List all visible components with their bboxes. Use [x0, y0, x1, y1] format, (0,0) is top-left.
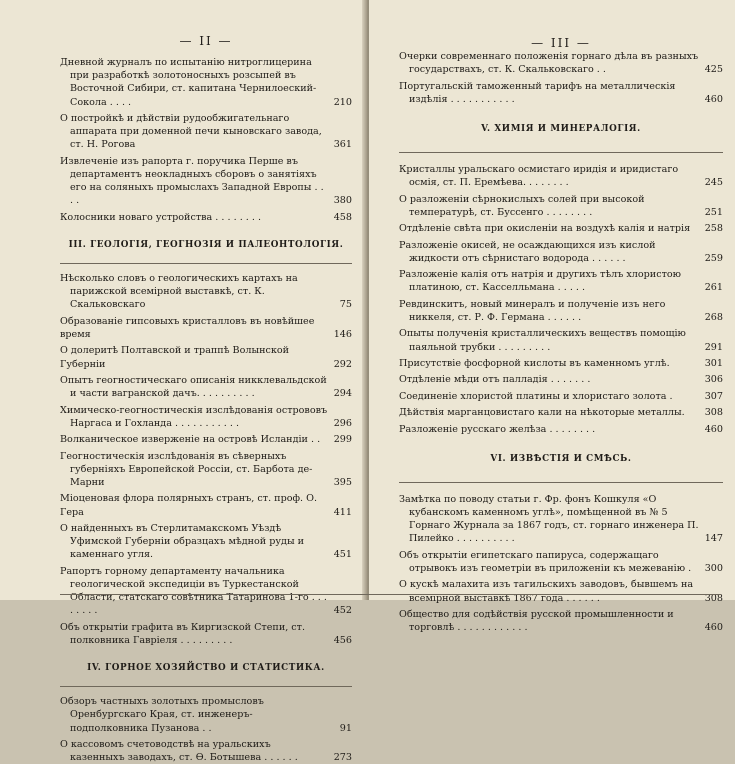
- right-entries-top: [399, 50, 723, 106]
- toc-entry: Отдѣленіе мѣди отъ палладія . . . . . . . 306: [399, 374, 723, 386]
- toc-entry: Присутствіе фосфорной кислоты въ каменномъ углѣ. 301: [399, 357, 723, 369]
- section-economy-entries: [60, 695, 352, 764]
- section-geology-entries: [60, 272, 352, 647]
- toc-entry: О кускѣ малахита изъ тагильскихъ заводовъ, бывшемъ на всемірной выставкѣ 1867 года . . . . . . 308: [399, 579, 723, 604]
- toc-entry: Опытъ геогностическаго описанія никклевальдской и части вагранской дачъ. . . . . . . . . . 294: [60, 374, 352, 400]
- toc-entry: Міоценовая флора полярныхъ странъ, ст. проф. О. Гера 411: [60, 493, 352, 518]
- section-heading-geology: III. ГЕОЛОГІЯ, ГЕОГНОЗІЯ И ПАЛЕОНТОЛОГІЯ.: [68, 240, 344, 250]
- toc-entry: Дневной журналъ по испытанію нитроглицерина при разработкѣ золотоносныхъ розсыпей въ Восточной Сибири, ст. капитана Чернилоеский-Сокола . . . . 210: [60, 57, 352, 108]
- toc-entry: Отдѣленіе свѣта при окисленіи на воздухѣ калія и натрія 258: [399, 223, 723, 235]
- toc-entry: О долеритѣ Полтавской и траппѣ Волынской Губерніи 292: [60, 345, 352, 370]
- section-rule: [60, 263, 352, 264]
- toc-entry: Геогностическія изслѣдованія въ сѣверныхъ губерніяхъ Европейской Россіи, ст. Барбота де-Марни 395: [60, 450, 352, 488]
- toc-entry: Разложеніе калія отъ натрія и другихъ тѣлъ хлористою платиною, ст. Касселльмана . . . . . 261: [399, 269, 723, 294]
- section-rule: [60, 686, 352, 687]
- toc-entry: Колосники новаго устройства . . . . . . . . 458: [60, 211, 352, 223]
- page-number-right: — III —: [531, 36, 591, 50]
- page-number-left: — II —: [179, 34, 233, 48]
- left-page: [0, 0, 366, 764]
- toc-entry: О кассовомъ счетоводствѣ на уральскихъ казенныхъ заводахъ, ст. Ѳ. Ботышева . . . . . . 273: [60, 738, 352, 764]
- toc-entry: Образованіе гипсовыхъ кристалловъ въ новѣйшее время 146: [60, 315, 352, 340]
- left-entries-top: [60, 56, 352, 224]
- toc-entry: Извлеченіе изъ рапорта г. поручика Перше въ департаментъ неокладныхъ сборовъ о занятіяхъ его на соляныхъ промыслахъ Западной Европы . . . . 380: [60, 155, 352, 207]
- section-heading-news: VI. ИЗВѢСТІЯ И СМѢСЬ.: [490, 453, 632, 464]
- toc-entry: О разложеніи сѣрнокислыхъ солей при высокой температурѣ, ст. Буссенго . . . . . . . . 251: [399, 193, 723, 218]
- toc-entry: Очерки современнаго положенія горнаго дѣла въ разныхъ государствахъ, ст. К. Скальковскаго . . 425: [399, 51, 723, 76]
- toc-entry: Волканическое изверженіе на островѣ Исландіи . . 299: [60, 434, 352, 446]
- toc-entry: Рапортъ горному департаменту начальника геологической экспедиціи въ Туркестанской Области, статскаго совѣтника Татаринова 1-го . . . . . . . . 452: [60, 565, 352, 617]
- toc-entry: Разложеніе окисей, не осаждающихся изъ кислой жидкости отъ сѣрнистаго водорода . . . . . . 259: [399, 239, 723, 264]
- section-heading-economy: IV. ГОРНОЕ ХОЗЯЙСТВО И СТАТИСТИКА.: [87, 663, 325, 674]
- section-rule: [399, 152, 723, 153]
- toc-entry: Соединеніе хлористой платины и хлористаго золота . 307: [399, 390, 723, 402]
- toc-entry: О найденныхъ въ Стерлитамакскомъ Уѣздѣ Уфимской Губерніи образцахъ мѣдной руды и каменнаго угля. 451: [60, 522, 352, 561]
- bottom-rule: [60, 594, 721, 595]
- right-page: [369, 0, 735, 634]
- toc-entry: Объ открытіи графита въ Киргизской Степи, ст. полковника Гавріеля . . . . . . . . . 456: [60, 621, 352, 646]
- toc-entry: Замѣтка по поводу статьи г. Фр. фонъ Кошкуля «О кубанскомъ каменномъ углѣ», помѣщенной въ № 5 Горнаго Журнала за 1867 годъ, ст. горнаго инженера П. Пилейко . . . . . . . . . . 147: [399, 493, 723, 545]
- toc-entry: Дѣйствія марганцовистаго кали на нѣкоторые металлы. 308: [399, 407, 723, 419]
- toc-entry: Португальскій таможенный тарифъ на металлическія издѣлія . . . . . . . . . . . 460: [399, 80, 723, 105]
- toc-entry: О постройкѣ и дѣйствіи рудообжигательнаго аппарата при доменной печи кыновскаго завода, ст. Н. Рогова 361: [60, 113, 352, 151]
- section-news-entries: [399, 493, 723, 635]
- section-chemistry-entries: [399, 163, 723, 436]
- section-heading-chemistry: V. ХИМІЯ И МИНЕРАЛОГІЯ.: [481, 124, 641, 134]
- toc-entry: Химическо-геогностическія изслѣдованія острововъ Наргаса и Гохланда . . . . . . . . . . . 296: [60, 404, 352, 429]
- toc-entry: Обзоръ частныхъ золотыхъ промысловъ Оренбургскаго Края, ст. инженеръ-подполковника Пузанова . . 91: [60, 696, 352, 734]
- toc-entry: Общество для содѣйствія русской промышленности и торговлѣ . . . . . . . . . . . . 460: [399, 608, 723, 634]
- toc-entry: Кристаллы уральскаго осмистаго иридія и иридистаго осмія, ст. П. Еремѣева. . . . . . . . 245: [399, 164, 723, 189]
- section-rule: [399, 482, 723, 483]
- toc-entry: Объ открытіи египетскаго папируса, содержащаго отрывокъ изъ геометріи въ приложеніи къ межеванію . 300: [399, 549, 723, 574]
- toc-entry: Ревдинскитъ, новый минералъ и полученіе изъ него никкеля, ст. Р. Ф. Германа . . . . . . 268: [399, 298, 723, 323]
- toc-entry: Разложеніе русскаго желѣза . . . . . . . . 460: [399, 423, 723, 435]
- toc-entry: Нѣсколько словъ о геологическихъ картахъ на парижской всемірной выставкѣ, ст. К. Скальковскаго 75: [60, 273, 352, 311]
- toc-entry: Опыты полученія кристаллическихъ веществъ помощію паяльной трубки . . . . . . . . . 291: [399, 328, 723, 353]
